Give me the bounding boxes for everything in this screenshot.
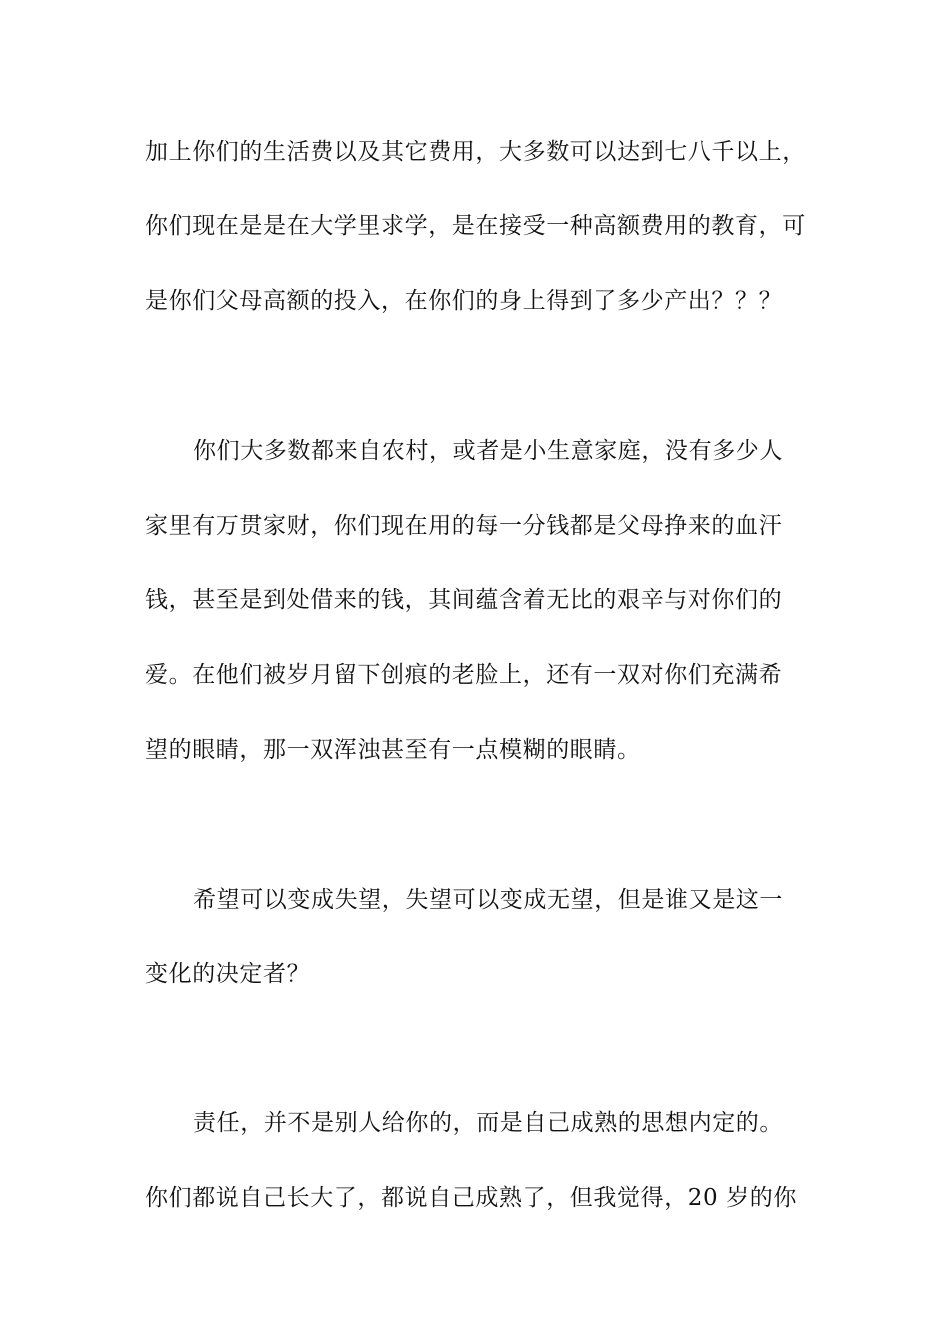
text-line: 你们都说自己长大了，都说自己成熟了，但我觉得，20 岁的你 [145, 1185, 797, 1211]
text-line: 钱，甚至是到处借来的钱，其间蕴含着无比的艰辛与对你们的 [145, 587, 783, 613]
text-line: 望的眼睛，那一双浑浊甚至有一点模糊的眼睛。 [145, 737, 641, 763]
text-line: 希望可以变成失望，失望可以变成无望，但是谁又是这一 [193, 887, 783, 913]
text-line: 加上你们的生活费以及其它费用，大多数可以达到七八千以上， [145, 139, 806, 165]
text-line: 是你们父母高额的投入，在你们的身上得到了多少产出？？？ [145, 288, 783, 314]
text-line: 你们现在是是在大学里求学，是在接受一种高额费用的教育，可 [145, 213, 806, 239]
text-line: 你们大多数都来自农村，或者是小生意家庭，没有多少人 [193, 438, 783, 464]
text-line: 变化的决定者？ [145, 961, 311, 987]
text-line: 爱。在他们被岁月留下创痕的老脸上，还有一双对你们充满希 [145, 662, 783, 688]
text-line: 责任，并不是别人给你的，而是自己成熟的思想内定的。 [193, 1110, 783, 1136]
text-line: 家里有万贯家财，你们现在用的每一分钱都是父母挣来的血汗 [145, 513, 783, 539]
